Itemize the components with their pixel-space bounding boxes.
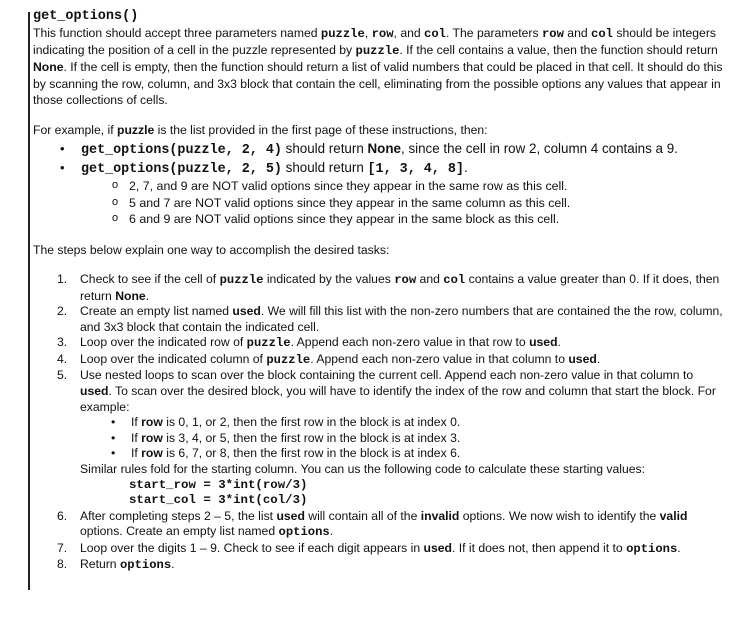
text: This function should accept three parameters named: [33, 26, 321, 40]
step-number: 3.: [57, 335, 68, 350]
text: will contain all of the: [304, 508, 421, 523]
similar-rules-text: Similar rules fold for the starting column. You can us the following code to calculate these starting values:: [80, 462, 645, 477]
code-start-col: start_col = 3*int(col/3): [129, 493, 308, 508]
code-row: row: [371, 27, 394, 41]
text: If: [131, 446, 142, 461]
text: Return: [80, 557, 120, 572]
bold-row: row: [141, 430, 163, 445]
left-margin-bar: [28, 12, 30, 590]
block-rule: [33, 446, 723, 462]
block-rules: [80, 415, 723, 462]
step-number: 5.: [57, 368, 68, 383]
text: Loop over the indicated row of: [80, 335, 247, 350]
step-number: 8.: [57, 557, 68, 572]
function-title: get_options(): [33, 9, 139, 24]
text: . If the cell is empty, then the function should return a list of valid numbers that could be placed in that cell. It should do this by scanning the row, column, and 3x3 block that contain the cell, eliminating from the possible options any values that appear in those collections of cells.: [33, 60, 723, 107]
bold-none: None: [367, 141, 401, 157]
text: and: [563, 26, 592, 40]
code-start-row: start_row = 3*int(row/3): [129, 477, 308, 492]
intro-paragraph: [33, 25, 723, 108]
code-puzzle: puzzle: [355, 44, 400, 59]
step-number: 7.: [57, 540, 68, 555]
text: Loop over the digits 1 – 9. Check to see if each digit appears in: [80, 540, 424, 555]
bold-puzzle: puzzle: [117, 123, 155, 138]
step-number: 2.: [57, 304, 68, 319]
step-number: 6.: [57, 508, 68, 523]
code-puzzle: puzzle: [246, 336, 291, 351]
code-puzzle: puzzle: [219, 272, 264, 287]
bold-row: row: [141, 415, 163, 430]
subbullet-row: o 2, 7, and 9 are NOT valid options since they appear in the same row as this cell.: [33, 178, 723, 195]
step-number: 1.: [57, 271, 68, 286]
code-col: col: [443, 272, 466, 287]
block-rule: [33, 431, 723, 447]
code-call: get_options(puzzle, 2, 4): [81, 143, 282, 159]
text: ,: [364, 26, 372, 40]
bold-used: used: [423, 540, 452, 555]
bold-row: row: [141, 446, 163, 461]
bold-used: used: [568, 351, 597, 366]
step-1: [33, 272, 723, 304]
code-options: options: [278, 525, 330, 540]
subbullet-block: o 6 and 9 are NOT valid options since they appear in the same block as this cell.: [33, 211, 723, 228]
code-options: options: [119, 558, 172, 573]
text: . If it does not, then append it to: [451, 540, 627, 555]
bold-none: None: [115, 288, 146, 303]
text: , and: [393, 26, 425, 40]
text: .: [557, 335, 561, 350]
bold-invalid: invalid: [420, 508, 460, 523]
code-col: col: [591, 27, 613, 41]
step-8: [33, 557, 723, 574]
text: .: [145, 288, 150, 303]
code-options: options: [626, 541, 678, 556]
document-body: [33, 8, 723, 574]
bold-used: used: [529, 335, 558, 350]
step-5: [33, 368, 723, 508]
text: After completing steps 2 – 5, the list: [80, 508, 277, 523]
steps-list: [33, 272, 723, 574]
text: , since the cell in row 2, column 4 contains a 9.: [401, 141, 678, 157]
text: is the list provided in the first page of these instructions, then:: [154, 123, 488, 138]
text: If: [131, 415, 142, 430]
block-rule: [33, 415, 723, 431]
text: Loop over the indicated column of: [80, 351, 267, 366]
text: is 6, 7, or 8, then the first row in the block is at index 6.: [162, 446, 461, 461]
subbullet-column: o 5 and 7 are NOT valid options since they appear in the same column as this cell.: [33, 195, 723, 212]
bold-used: used: [80, 384, 109, 399]
text: should return: [281, 141, 368, 157]
code-puzzle: puzzle: [266, 352, 311, 367]
text: Check to see if the cell of: [80, 271, 220, 286]
example-bullets: [33, 140, 723, 178]
code-col: col: [424, 27, 446, 41]
text: .: [329, 524, 334, 539]
text: is 0, 1, or 2, then the first row in the block is at index 0.: [162, 415, 461, 430]
text: . Append each non-zero value in that row to: [290, 335, 530, 350]
step-4: [33, 352, 723, 369]
text: indicated by the values: [263, 271, 395, 286]
text: contains a value greater than 0. If it does, then return: [80, 271, 720, 303]
code-row: row: [541, 27, 564, 41]
text: and: [416, 271, 444, 286]
example-bullet-1: [33, 140, 723, 159]
text: should return: [281, 160, 368, 176]
code-row: row: [394, 272, 417, 287]
bold-none: None: [33, 60, 64, 75]
step-7: [33, 541, 723, 558]
text: . To scan over the desired block, you will have to identify the index of the row and column that start the block. For example:: [80, 384, 716, 414]
example-paragraph: [33, 122, 723, 138]
code-result: [1, 3, 4, 8]: [367, 162, 464, 178]
text: .: [171, 557, 175, 572]
bold-valid: valid: [659, 508, 688, 523]
steps-intro: The steps below explain one way to accomplish the desired tasks:: [33, 242, 390, 257]
step-3: [33, 335, 723, 352]
step-number: 4.: [57, 351, 68, 366]
step-6: [33, 509, 723, 541]
text: . We will fill this list with the non-zero numbers that are contained the the row, column, and 3x3 block that contain the indicated cell.: [80, 304, 723, 334]
code-call: get_options(puzzle, 2, 5): [81, 162, 282, 178]
step-2: [33, 304, 723, 335]
example-subbullets: [33, 178, 723, 228]
example-bullet-2: [33, 159, 723, 178]
text: . If the cell contains a value, then the function should return: [399, 43, 718, 58]
text: options. We now wish to identify the: [459, 508, 660, 523]
text: For example, if: [33, 123, 117, 138]
text: options. Create an empty list named: [80, 524, 279, 539]
code-puzzle: puzzle: [320, 27, 365, 41]
text: is 3, 4, or 5, then the first row in the block is at index 3.: [162, 430, 461, 445]
text: . Append each non-zero value in that column to: [310, 351, 569, 366]
text: .: [596, 351, 601, 366]
text: Use nested loops to scan over the block containing the current cell. Append each non-zero value in that column to: [80, 368, 694, 383]
bold-used: used: [232, 304, 261, 319]
text: Create an empty list named: [80, 304, 233, 319]
bold-used: used: [276, 508, 305, 523]
text: .: [463, 160, 468, 176]
text: should be integers indicating the position of a cell in the puzzle represented by: [33, 26, 716, 58]
text: . The parameters: [446, 26, 542, 40]
text: .: [677, 540, 681, 555]
text: If: [131, 430, 142, 445]
